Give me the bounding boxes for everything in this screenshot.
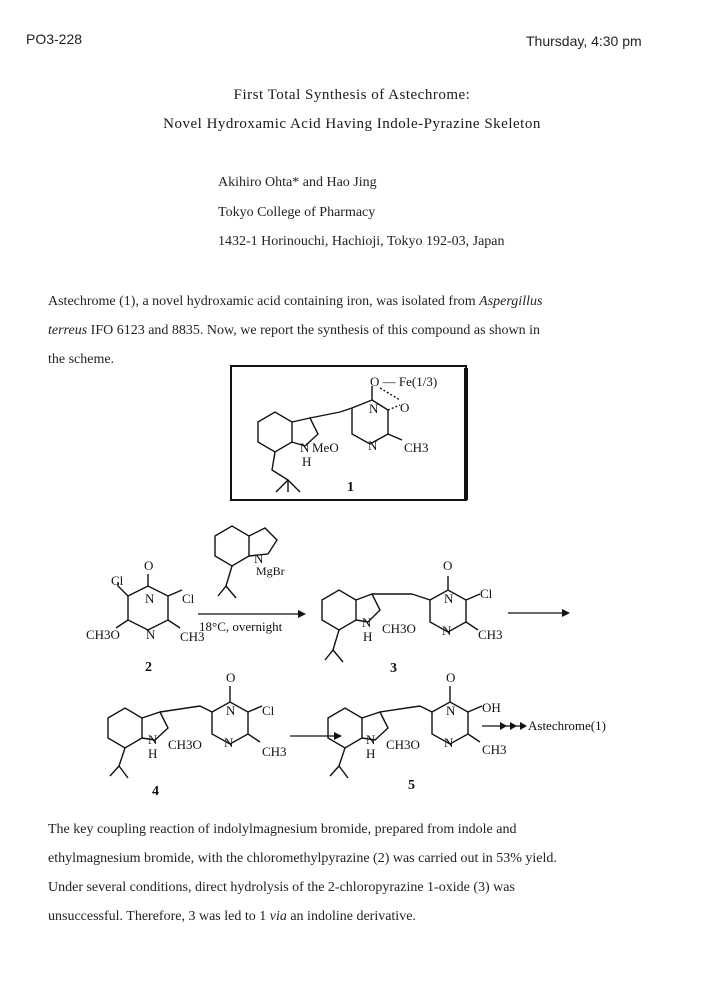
body-line4-text-a: unsuccessful. Therefore, 3 was led to 1 xyxy=(48,909,270,924)
c4-o: O xyxy=(226,670,236,685)
box-meo: MeO xyxy=(312,440,339,455)
c4-nh-n: N xyxy=(148,732,158,747)
c5-n-bottom: N xyxy=(444,735,454,750)
compound-2-structure xyxy=(86,558,205,675)
box-ch3: CH3 xyxy=(404,440,429,455)
c5-oh: OH xyxy=(482,700,501,715)
intro-text-c: the scheme. xyxy=(48,352,115,367)
intro-species: terreus xyxy=(48,323,88,338)
body-line3: Under several conditions, direct hydrolysis of the 2-chloropyrazine 1-oxide (3) was xyxy=(48,880,515,895)
body-paragraph xyxy=(48,815,688,931)
c3-ch3o: CH3O xyxy=(382,621,416,636)
reaction-arrowhead-4c xyxy=(520,722,527,730)
intro-line2 xyxy=(48,316,668,345)
c4-n-bottom: N xyxy=(224,735,234,750)
author-names: Akihiro Ohta* and Hao Jing xyxy=(218,175,377,190)
reaction-arrowhead-3 xyxy=(334,732,342,740)
box-n-label: N xyxy=(369,401,379,416)
c3-n-bottom: N xyxy=(442,623,452,638)
c3-n-top: N xyxy=(444,591,454,606)
compound-1-number: 1 xyxy=(347,480,354,495)
paper-title-line1: First Total Synthesis of Astechrome: xyxy=(233,87,471,103)
intro-text-b: IFO 6123 and 8835. Now, we report the synthesis of this compound as shown in xyxy=(87,323,541,338)
body-line4-via: via xyxy=(269,909,287,924)
reaction-arrowhead-4a xyxy=(500,722,507,730)
c5-o: O xyxy=(446,670,456,685)
compound-4-structure xyxy=(108,670,287,799)
indolyl-mgbr-structure xyxy=(215,526,285,598)
c5-ch3o: CH3O xyxy=(386,737,420,752)
product-label: Astechrome(1) xyxy=(528,718,606,733)
c3-o: O xyxy=(443,558,453,573)
c2-o: O xyxy=(144,558,154,573)
reaction-condition: 18°C, overnight xyxy=(199,619,283,634)
paper-title-line2: Novel Hydroxamic Acid Having Indole-Pyrazine Skeleton xyxy=(163,116,541,132)
reagent-mgbr: MgBr xyxy=(256,564,285,578)
c4-ch3: CH3 xyxy=(262,744,287,759)
c3-nh-h: H xyxy=(363,629,373,644)
compound-2-number: 2 xyxy=(145,660,152,675)
c5-ch3: CH3 xyxy=(482,742,507,757)
box-nh-n: N xyxy=(300,440,310,455)
c5-nh-h: H xyxy=(366,746,376,761)
astechrome-structure-box xyxy=(231,366,466,500)
intro-genus: Aspergillus xyxy=(479,294,543,309)
reaction-arrowhead-4b xyxy=(510,722,517,730)
c2-cl2: Cl xyxy=(182,591,195,606)
c2-ch3o: CH3O xyxy=(86,627,120,642)
compound-5-number: 5 xyxy=(408,778,415,793)
c4-nh-h: H xyxy=(148,746,158,761)
box-fe-label: O — Fe(1/3) xyxy=(370,374,438,389)
author-address: 1432-1 Horinouchi, Hachioji, Tokyo 192-03, Japan xyxy=(218,234,505,249)
c2-cl1: Cl xyxy=(111,573,124,588)
box-ring-n: N xyxy=(368,438,378,453)
author-institution: Tokyo College of Pharmacy xyxy=(218,205,376,220)
reagent-n: N xyxy=(254,551,264,566)
c4-n-top: N xyxy=(226,703,236,718)
box-nh-h: H xyxy=(302,454,312,469)
c4-ch3o: CH3O xyxy=(168,737,202,752)
c2-n-bottom: N xyxy=(146,627,156,642)
intro-line1 xyxy=(48,287,668,316)
body-line4 xyxy=(48,902,688,931)
compound-3-number: 3 xyxy=(390,661,397,676)
reaction-arrowhead-1 xyxy=(298,610,306,618)
c2-ch3: CH3 xyxy=(180,629,205,644)
synthesis-scheme xyxy=(0,360,704,810)
intro-text-a: Astechrome (1), a novel hydroxamic acid containing iron, was isolated from xyxy=(48,294,480,309)
c4-cl: Cl xyxy=(262,703,275,718)
c2-n-top: N xyxy=(145,591,155,606)
compound-5-structure xyxy=(328,670,507,793)
session-time: Thursday, 4:30 pm xyxy=(526,33,642,49)
compound-3-structure xyxy=(322,558,503,676)
c5-nh-n: N xyxy=(366,732,376,747)
body-line2: ethylmagnesium bromide, with the chloromethylpyrazine (2) was carried out in 53% yield. xyxy=(48,851,557,866)
c5-n-top: N xyxy=(446,703,456,718)
poster-code: PO3-228 xyxy=(26,31,83,47)
c3-nh-n: N xyxy=(362,615,372,630)
reaction-arrowhead-2 xyxy=(562,609,570,617)
body-line4-text-b: an indoline derivative. xyxy=(286,909,416,924)
c3-ch3: CH3 xyxy=(478,627,503,642)
box-o-label: O xyxy=(400,400,410,415)
body-line1: The key coupling reaction of indolylmagnesium bromide, prepared from indole and xyxy=(48,822,517,837)
compound-4-number: 4 xyxy=(152,784,159,799)
c3-cl: Cl xyxy=(480,586,493,601)
